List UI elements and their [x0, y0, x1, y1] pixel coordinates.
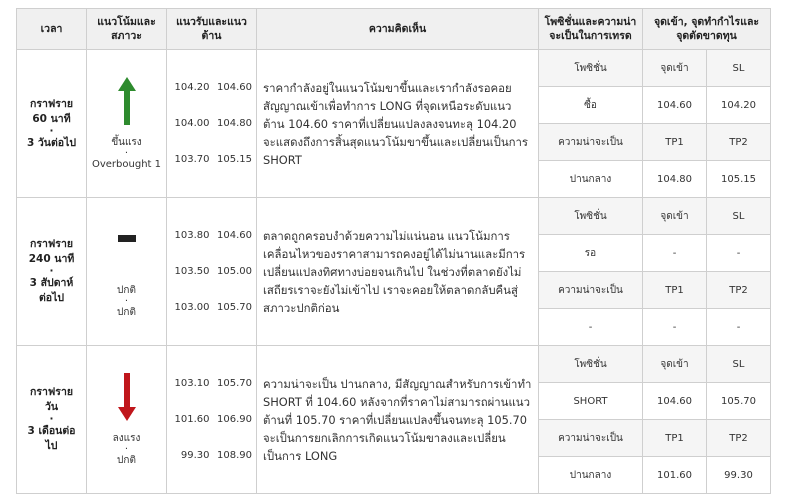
- period-label: กราฟราย 240 นาที: [28, 238, 75, 265]
- period-cell: [17, 198, 87, 346]
- period-horizon: 3 เดือนต่อ ไป: [27, 425, 76, 452]
- resistance-value: 106.90: [217, 414, 252, 425]
- signal-cell: 104.60: [643, 87, 707, 124]
- signal-cell: 99.30: [707, 457, 771, 494]
- trading-signal-table: [16, 8, 771, 494]
- support-value: 101.60: [174, 414, 210, 425]
- red-down-arrow-icon: [87, 373, 166, 424]
- signal-cell: ความน่าจะเป็น: [539, 272, 643, 309]
- green-up-arrow-icon: [87, 77, 166, 128]
- signal-cell: ความน่าจะเป็น: [539, 420, 643, 457]
- trend-cell: [87, 346, 167, 494]
- support-value: 103.70: [174, 154, 210, 165]
- separator-dot: ·: [49, 124, 54, 137]
- comment-cell: ความน่าจะเป็น ปานกลาง, มีสัญญาณสำหรับการเข้าทำ SHORT ที่ 104.60 หลังจากที่ราคาไม่สามารถผ่านแนวต้านที่ 105.70 ราคาที่เปลี่ยนแปลงขึ้นจนทะลุ 105.70 จะเป็นการยกเลิกการเกิดแนวโน้มขาลงและเปลี่ยนเป็นการ LONG: [257, 346, 539, 494]
- resistance-value: 108.90: [217, 450, 252, 461]
- separator-dot: ·: [124, 295, 129, 307]
- signal-cell: TP1: [643, 272, 707, 309]
- signal-cell: SL: [707, 50, 771, 87]
- signal-cell: 104.60: [643, 383, 707, 420]
- header-comment: ความคิดเห็น: [257, 9, 539, 50]
- signal-cell: SL: [707, 346, 771, 383]
- header-levels: แนวรับและแนว ต้าน: [167, 9, 257, 50]
- resistance-value: 104.60: [217, 230, 252, 241]
- separator-dot: ·: [124, 147, 129, 159]
- resistance-value: 105.70: [217, 302, 252, 313]
- trend-label: ปกติ: [117, 284, 136, 296]
- level-pair: [171, 106, 256, 142]
- comment-cell: ตลาดถูกครอบงำด้วยความไม่แน่นอน แนวโน้มการเคลื่อนไหวของราคาสามารถคงอยู่ได้ไม่นานและมีการเปลี่ยนแปลงทิศทางบ่อยจนเกินไป ในช่วงที่ตลาดยังไม่เสถียรเราจะยังไม่เข้าไป เราจะคอยให้ตลาดกลับคืนสู่สภาวะปกติก่อน: [257, 198, 539, 346]
- level-pair: [171, 70, 256, 106]
- header-trend: แนวโน้มและ สภาวะ: [87, 9, 167, 50]
- period-horizon: 3 วันต่อไป: [26, 136, 77, 149]
- separator-dot: ·: [49, 413, 54, 425]
- trend-cell: [87, 198, 167, 346]
- resistance-value: 104.80: [217, 118, 252, 129]
- header-targets: จุดเข้า, จุดทำกำไรและ จุดตัดขาดทุน: [643, 9, 771, 50]
- signal-cell: -: [643, 235, 707, 272]
- signal-cell: 105.15: [707, 161, 771, 198]
- signal-cell: TP2: [707, 420, 771, 457]
- signal-cell: ความน่าจะเป็น: [539, 124, 643, 161]
- signal-cell: โพซิชั่น: [539, 50, 643, 87]
- signal-cell: -: [707, 235, 771, 272]
- level-pair: [171, 438, 256, 474]
- level-pair: [171, 142, 256, 178]
- levels-cell: [167, 346, 257, 494]
- signal-cell: TP2: [707, 272, 771, 309]
- separator-dot: ·: [49, 265, 54, 277]
- support-value: 103.10: [174, 378, 210, 389]
- resistance-value: 105.00: [217, 266, 252, 277]
- signal-cell: 101.60: [643, 457, 707, 494]
- levels-cell: [167, 198, 257, 346]
- signal-cell: -: [539, 309, 643, 346]
- table-row: [17, 346, 771, 383]
- support-value: 103.50: [174, 266, 210, 277]
- header-row: [17, 9, 771, 50]
- comment-cell: ราคากำลังอยู่ในแนวโน้มขาขึ้นและเรากำลังรอคอยสัญญาณเข้าเพื่อทำการ LONG ที่จุดเหนือระดับแนวต้าน 104.60 ราคาที่เปลี่ยนแปลงลงจนทะลุ 104.20 จะแสดงถึงการสิ้นสุดแนวโน้มขาขึ้นและเปลี่ยนเป็นการ SHORT: [257, 50, 539, 198]
- signal-cell: SL: [707, 198, 771, 235]
- support-value: 103.80: [174, 230, 210, 241]
- level-pair: [171, 218, 256, 254]
- level-pair: [171, 254, 256, 290]
- signal-cell: โพซิชั่น: [539, 198, 643, 235]
- table-row: [17, 50, 771, 87]
- signal-cell: จุดเข้า: [643, 50, 707, 87]
- resistance-value: 105.15: [217, 154, 252, 165]
- header-position: โพซิชั่นและความน่า จะเป็นในการเทรด: [539, 9, 643, 50]
- condition-label: ปกติ: [117, 306, 136, 318]
- levels-cell: [167, 50, 257, 198]
- support-value: 103.00: [174, 302, 210, 313]
- signal-cell: -: [707, 309, 771, 346]
- signal-cell: ปานกลาง: [539, 161, 643, 198]
- separator-dot: ·: [124, 443, 129, 455]
- signal-cell: SHORT: [539, 383, 643, 420]
- trend-cell: [87, 50, 167, 198]
- period-horizon: 3 สัปดาห์ ต่อไป: [29, 277, 74, 304]
- header-time: เวลา: [17, 9, 87, 50]
- signal-cell: TP1: [643, 124, 707, 161]
- trend-label: ขึ้นแรง: [111, 136, 142, 148]
- period-label: กราฟราย 60 นาที: [29, 97, 73, 125]
- signal-cell: รอ: [539, 235, 643, 272]
- period-cell: [17, 346, 87, 494]
- signal-cell: TP2: [707, 124, 771, 161]
- signal-cell: จุดเข้า: [643, 346, 707, 383]
- level-pair: [171, 366, 256, 402]
- signal-cell: 105.70: [707, 383, 771, 420]
- support-value: 104.20: [174, 82, 210, 93]
- level-pair: [171, 290, 256, 326]
- signal-cell: -: [643, 309, 707, 346]
- level-pair: [171, 402, 256, 438]
- signal-cell: ปานกลาง: [539, 457, 643, 494]
- resistance-value: 104.60: [217, 82, 252, 93]
- signal-cell: 104.80: [643, 161, 707, 198]
- period-label: กราฟราย วัน: [29, 386, 73, 413]
- black-dash-icon: [87, 225, 166, 276]
- table-row: [17, 198, 771, 235]
- signal-cell: ซื้อ: [539, 87, 643, 124]
- support-value: 99.30: [180, 450, 210, 461]
- period-cell: [17, 50, 87, 198]
- signal-cell: จุดเข้า: [643, 198, 707, 235]
- signal-cell: โพซิชั่น: [539, 346, 643, 383]
- resistance-value: 105.70: [217, 378, 252, 389]
- signal-cell: TP1: [643, 420, 707, 457]
- signal-cell: 104.20: [707, 87, 771, 124]
- condition-label: ปกติ: [117, 454, 136, 466]
- trend-label: ลงแรง: [112, 432, 141, 444]
- support-value: 104.00: [174, 118, 210, 129]
- condition-label: Overbought 1: [91, 158, 161, 170]
